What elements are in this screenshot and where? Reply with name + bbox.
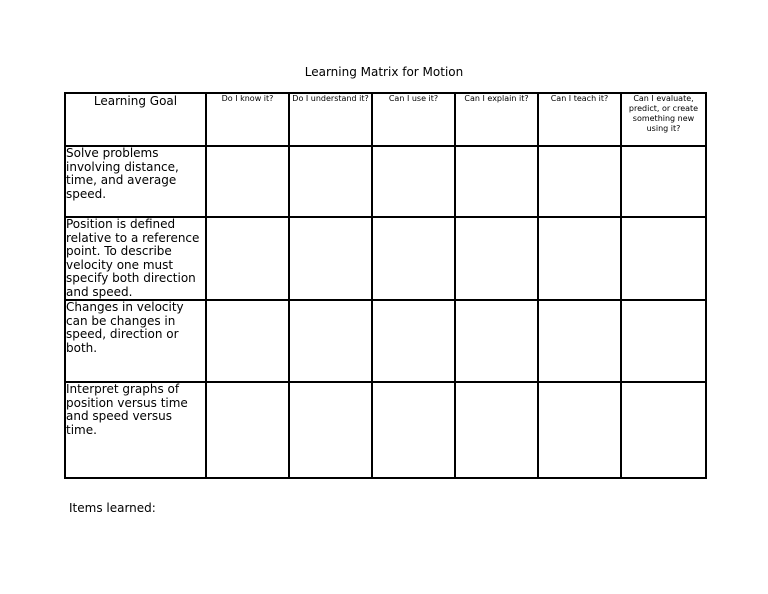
header-row	[65, 93, 706, 146]
items-learned-label: Items learned:	[69, 501, 156, 515]
rating-cell[interactable]	[206, 217, 289, 300]
table-row	[65, 382, 706, 478]
learning-goal-cell: Solve problems involving distance, time, and average speed.	[65, 146, 206, 217]
rating-cell[interactable]	[206, 146, 289, 217]
rating-cell[interactable]	[621, 300, 706, 382]
rating-cell[interactable]	[372, 382, 455, 478]
rating-cell[interactable]	[289, 217, 372, 300]
column-header-teach: Can I teach it?	[538, 93, 621, 146]
rating-cell[interactable]	[206, 382, 289, 478]
rating-cell[interactable]	[621, 382, 706, 478]
rating-cell[interactable]	[289, 382, 372, 478]
learning-matrix-table	[64, 92, 707, 479]
rating-cell[interactable]	[538, 382, 621, 478]
table-row	[65, 217, 706, 300]
table-row	[65, 300, 706, 382]
rating-cell[interactable]	[289, 300, 372, 382]
column-header-evaluate: Can I evaluate, predict, or create something new using it?	[621, 93, 706, 146]
learning-goal-header: Learning Goal	[65, 93, 206, 146]
rating-cell[interactable]	[538, 146, 621, 217]
rating-cell[interactable]	[289, 146, 372, 217]
learning-goal-cell: Changes in velocity can be changes in speed, direction or both.	[65, 300, 206, 382]
rating-cell[interactable]	[621, 217, 706, 300]
rating-cell[interactable]	[455, 382, 538, 478]
learning-goal-cell: Position is defined relative to a reference point. To describe velocity one must specify both direction and speed.	[65, 217, 206, 300]
rating-cell[interactable]	[372, 217, 455, 300]
rating-cell[interactable]	[206, 300, 289, 382]
column-header-use: Can I use it?	[372, 93, 455, 146]
column-header-explain: Can I explain it?	[455, 93, 538, 146]
learning-goal-cell: Interpret graphs of position versus time and speed versus time.	[65, 382, 206, 478]
rating-cell[interactable]	[538, 300, 621, 382]
rating-cell[interactable]	[372, 300, 455, 382]
table-row	[65, 146, 706, 217]
rating-cell[interactable]	[455, 146, 538, 217]
rating-cell[interactable]	[538, 217, 621, 300]
rating-cell[interactable]	[372, 146, 455, 217]
page-title: Learning Matrix for Motion	[304, 65, 464, 79]
rating-cell[interactable]	[621, 146, 706, 217]
column-header-understand: Do I understand it?	[289, 93, 372, 146]
rating-cell[interactable]	[455, 217, 538, 300]
column-header-know: Do I know it?	[206, 93, 289, 146]
rating-cell[interactable]	[455, 300, 538, 382]
